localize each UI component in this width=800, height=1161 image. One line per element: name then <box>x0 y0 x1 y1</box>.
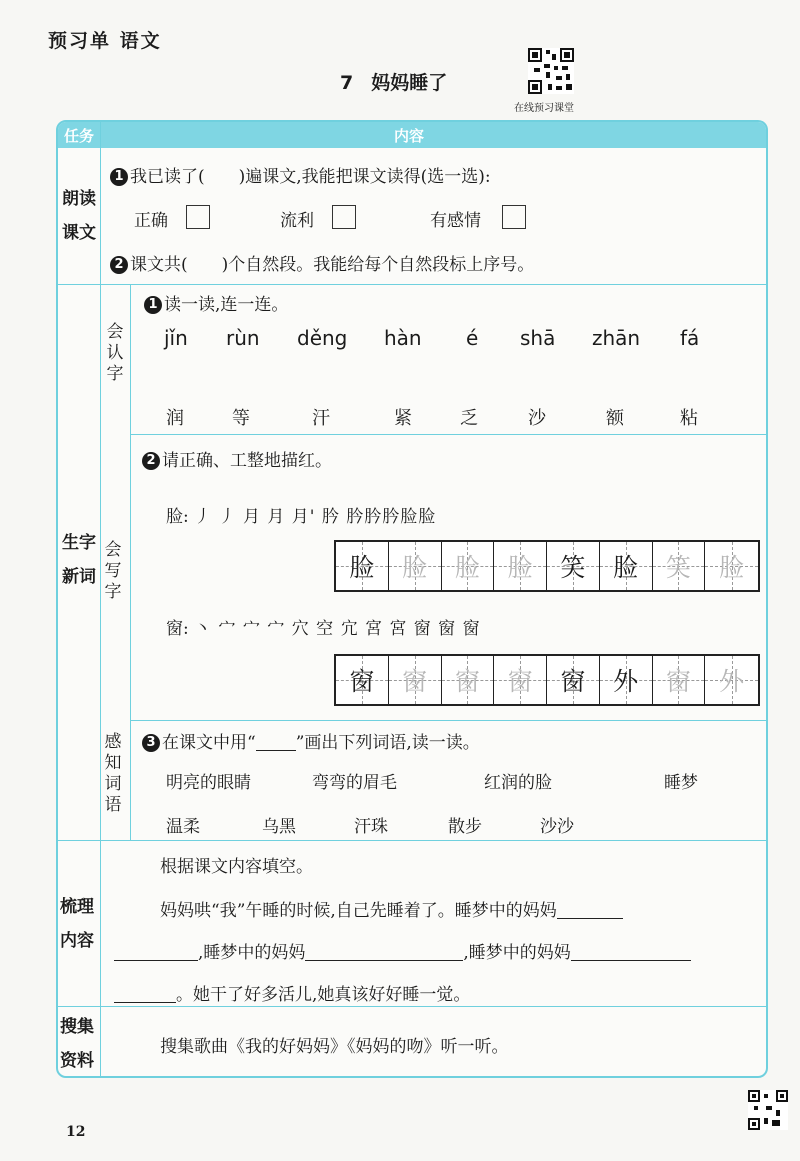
word-item[interactable]: 红润的脸 <box>484 773 552 793</box>
qr-code-icon[interactable] <box>748 1090 788 1130</box>
word-item[interactable]: 温柔 <box>166 817 200 837</box>
task-sort-line1: 梳理 <box>60 897 94 917</box>
char-item[interactable]: 紧 <box>394 408 412 429</box>
collect-text: 搜集歌曲《我的好妈妈》《妈妈的吻》听一听。 <box>160 1037 509 1057</box>
word-item[interactable]: 乌黑 <box>262 817 296 837</box>
char-item[interactable]: 润 <box>166 408 184 429</box>
instruction-part: ”画出下列词语,读一读。 <box>295 733 480 753</box>
reading-question-1 <box>110 162 491 187</box>
model-char-cell[interactable] <box>336 656 389 704</box>
recognize-instruction <box>144 290 288 315</box>
task-sort-line2: 内容 <box>60 931 94 951</box>
lesson-name: 妈妈睡了 <box>371 72 448 94</box>
task-column-divider <box>100 122 101 1076</box>
sort-line-1 <box>160 896 623 921</box>
task-collect <box>57 1010 97 1078</box>
tracing-cell[interactable] <box>653 542 706 590</box>
reading-q2-text: 课文共( )个自然段。我能给每个自然段标上序号。 <box>130 255 535 275</box>
subtask-perceive <box>103 732 123 816</box>
grid-char: 脸 <box>507 553 533 582</box>
write-instruction <box>142 446 332 471</box>
tracing-grid-chuang[interactable] <box>334 654 760 706</box>
pinyin-item[interactable]: fá <box>680 326 700 350</box>
grid-char: 脸 <box>349 553 375 582</box>
sort-text: ,睡梦中的妈妈 <box>463 943 571 963</box>
tracing-cell[interactable] <box>442 656 495 704</box>
stroke-order-chuang <box>166 614 481 639</box>
pinyin-item[interactable]: děng <box>297 326 348 350</box>
char-label: 窗: <box>166 619 189 639</box>
table-header <box>58 122 766 148</box>
sort-line-3 <box>114 980 470 1005</box>
instruction-part: 在课文中用“ <box>162 733 256 753</box>
subtask-char: 字 <box>106 364 124 384</box>
subtask-char: 写 <box>104 561 122 581</box>
pinyin-item[interactable]: é <box>466 326 479 350</box>
qr-code-icon[interactable] <box>528 48 574 94</box>
task-reading <box>59 182 99 250</box>
grid-char: 窗 <box>454 667 480 696</box>
fill-blank[interactable] <box>571 942 691 961</box>
grid-char: 脸 <box>454 553 480 582</box>
char-item[interactable]: 汗 <box>312 408 330 429</box>
recognize-instruction-text: 读一读,连一连。 <box>164 295 289 315</box>
grid-char: 窗 <box>507 667 533 696</box>
lesson-title <box>340 68 447 95</box>
task-collect-line2: 资料 <box>60 1051 94 1071</box>
tracing-cell[interactable] <box>389 656 442 704</box>
task-new-words-line1: 生字 <box>62 533 96 553</box>
grid-char: 窗 <box>402 667 428 696</box>
bullet-number: 1 <box>110 168 128 186</box>
model-char-cell[interactable] <box>600 542 653 590</box>
task-reading-line2: 课文 <box>62 223 96 243</box>
task-new-words-line2: 新词 <box>62 567 96 587</box>
stroke-order-lian <box>166 502 436 527</box>
tracing-cell[interactable] <box>389 542 442 590</box>
model-char-cell[interactable] <box>547 656 600 704</box>
pinyin-item[interactable]: shā <box>520 326 556 350</box>
perceive-instruction <box>142 728 480 753</box>
book-header: 预习单 语文 <box>48 30 162 52</box>
word-item[interactable]: 汗珠 <box>354 817 388 837</box>
subtask-write <box>103 540 123 603</box>
fill-blank[interactable] <box>114 942 198 961</box>
grid-char: 窗 <box>665 667 691 696</box>
option-label: 流利 <box>280 211 314 231</box>
subtask-char: 知 <box>104 753 122 773</box>
lesson-number: 7 <box>340 72 354 94</box>
bullet-number: 2 <box>142 452 160 470</box>
tracing-cell[interactable] <box>494 656 547 704</box>
qr-caption: 在线预习课堂 <box>514 103 574 114</box>
tracing-cell[interactable] <box>705 656 758 704</box>
row-divider <box>58 284 766 285</box>
checkbox-correct[interactable] <box>186 205 210 229</box>
tracing-cell[interactable] <box>442 542 495 590</box>
char-item[interactable]: 沙 <box>528 408 546 429</box>
fill-blank[interactable] <box>114 984 176 1003</box>
grid-char: 窗 <box>349 667 375 696</box>
checkbox-expressive[interactable] <box>502 205 526 229</box>
char-item[interactable]: 等 <box>232 408 250 429</box>
subtask-char: 会 <box>104 540 122 560</box>
grid-char: 外 <box>613 667 639 696</box>
pinyin-item[interactable]: jǐn <box>164 326 188 350</box>
page-number: 12 <box>66 1124 86 1140</box>
pinyin-item[interactable]: zhān <box>592 326 641 350</box>
char-item[interactable]: 粘 <box>680 408 698 429</box>
subtask-char: 语 <box>104 795 122 815</box>
grid-char: 笑 <box>560 553 586 582</box>
sort-text: 。她干了好多活儿,她真该好好睡一觉。 <box>176 985 471 1005</box>
subtask-column-divider <box>130 284 131 840</box>
tracing-cell[interactable] <box>494 542 547 590</box>
word-item[interactable]: 睡梦 <box>664 773 698 793</box>
grid-char: 窗 <box>560 667 586 696</box>
sort-intro: 根据课文内容填空。 <box>160 857 313 877</box>
sort-text: 妈妈哄“我”午睡的时候,自己先睡着了。睡梦中的妈妈 <box>160 901 557 921</box>
task-table <box>56 120 768 1078</box>
word-item[interactable]: 沙沙 <box>540 817 574 837</box>
sort-line-2 <box>114 938 691 963</box>
reading-q1-text: 我已读了( )遍课文,我能把课文读得(选一选): <box>130 167 491 187</box>
char-item[interactable]: 额 <box>606 408 624 429</box>
grid-char: 外 <box>719 667 745 696</box>
reading-question-2 <box>110 250 534 275</box>
col-task-header: 任务 <box>64 127 95 145</box>
subtask-char: 认 <box>106 343 124 363</box>
row-divider <box>58 840 766 841</box>
subtask-char: 字 <box>104 582 122 602</box>
option-label: 有感情 <box>430 211 481 231</box>
char-item[interactable]: 乏 <box>460 408 478 429</box>
sort-text: ,睡梦中的妈妈 <box>198 943 306 963</box>
subtask-char: 感 <box>104 732 122 752</box>
option-label: 正确 <box>134 211 168 231</box>
stroke-sequence: 丶 宀 宀 宀 穴 空 宂 宮 宮 窗 窗 窗 <box>194 619 481 639</box>
pinyin-item[interactable]: hàn <box>384 326 422 350</box>
tracing-grid-lian[interactable] <box>334 540 760 592</box>
word-item[interactable]: 散步 <box>448 817 482 837</box>
task-reading-line1: 朗读 <box>62 189 96 209</box>
model-char-cell[interactable] <box>547 542 600 590</box>
fill-blank[interactable] <box>557 900 623 919</box>
subtask-char: 会 <box>106 322 124 342</box>
task-collect-line1: 搜集 <box>60 1017 94 1037</box>
row-divider <box>58 1006 766 1007</box>
pinyin-item[interactable]: rùn <box>226 326 260 350</box>
subtask-recognize <box>105 322 125 385</box>
model-char-cell[interactable] <box>336 542 389 590</box>
checkbox-fluent[interactable] <box>332 205 356 229</box>
row-divider <box>130 434 766 435</box>
bullet-number: 2 <box>110 256 128 274</box>
col-content-header: 内容 <box>394 127 425 145</box>
grid-char: 笑 <box>665 553 691 582</box>
tracing-cell[interactable] <box>705 542 758 590</box>
row-divider <box>130 720 766 721</box>
bullet-number: 1 <box>144 296 162 314</box>
stroke-sequence: 丿 丿 月 月 月' 肣 肣肣肣脸脸 <box>194 507 437 527</box>
write-instruction-text: 请正确、工整地描红。 <box>162 451 332 471</box>
underline-marker <box>256 732 296 751</box>
char-label: 脸: <box>166 507 189 527</box>
grid-char: 脸 <box>613 553 639 582</box>
subtask-char: 词 <box>104 774 122 794</box>
fill-blank[interactable] <box>305 942 463 961</box>
task-sort <box>57 890 97 958</box>
word-item[interactable]: 明亮的眼睛 <box>166 773 251 793</box>
grid-char: 脸 <box>719 553 745 582</box>
tracing-cell[interactable] <box>653 656 706 704</box>
bullet-number: 3 <box>142 734 160 752</box>
grid-char: 脸 <box>402 553 428 582</box>
task-new-words <box>59 526 99 594</box>
word-item[interactable]: 弯弯的眉毛 <box>312 773 397 793</box>
model-char-cell[interactable] <box>600 656 653 704</box>
